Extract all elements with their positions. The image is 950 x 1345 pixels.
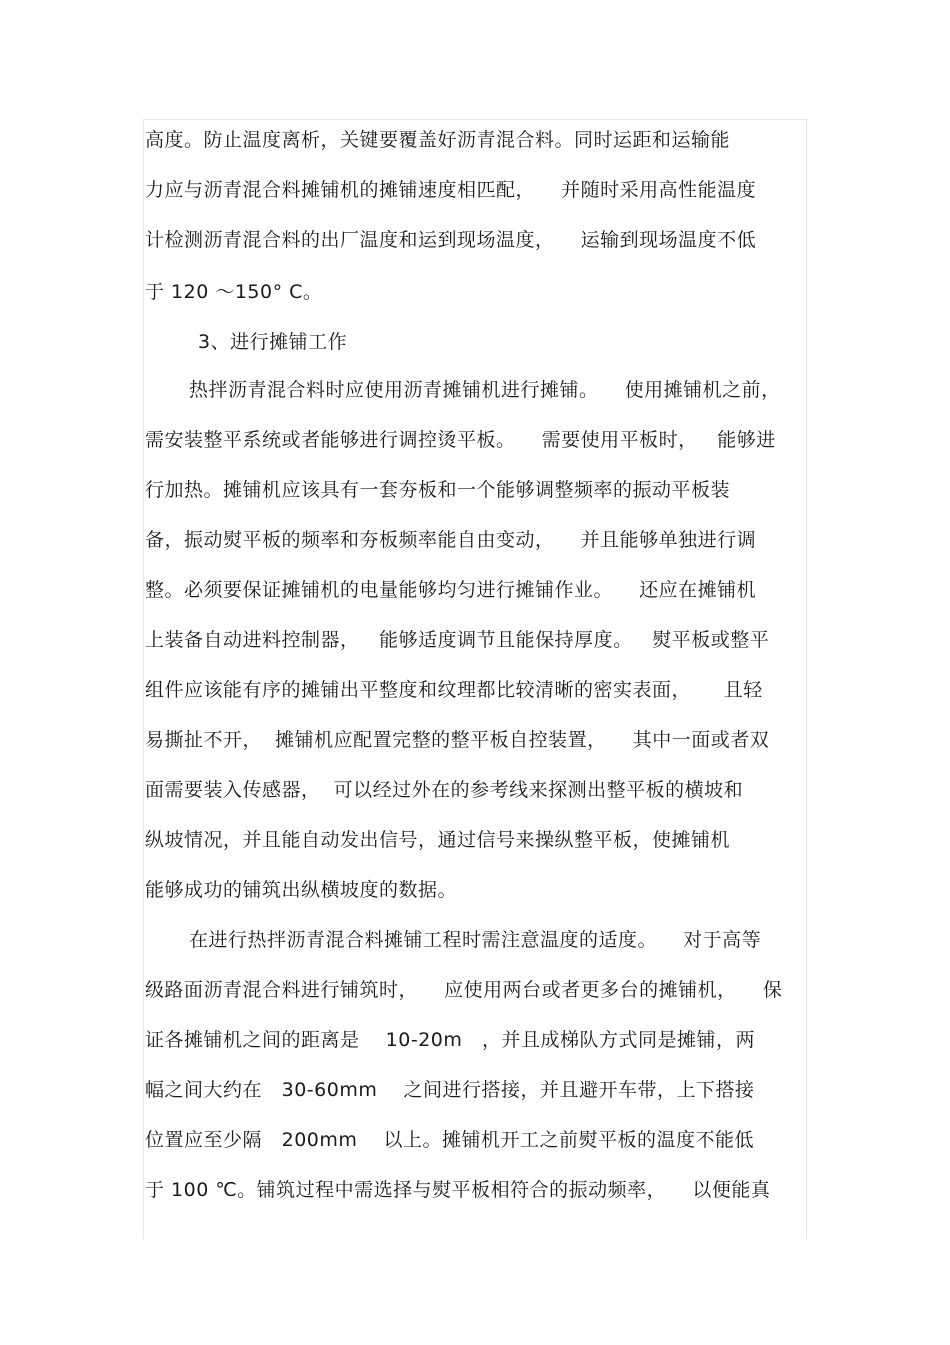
text-line: 于 120 ～150° C。: [145, 281, 323, 303]
paragraph-start-line: 热拌沥青混合料时应使用沥青摊铺机进行摊铺。 使用摊铺机之前，: [189, 379, 781, 401]
text-line: 能够成功的铺筑出纵横坡度的数据。: [145, 879, 458, 901]
text-line: 需安装整平系统或者能够进行调控烫平板。 需要使用平板时， 能够进: [145, 429, 776, 451]
text-line: 高度。防止温度离析，关键要覆盖好沥青混合料。同时运距和运输能: [145, 129, 731, 151]
text-line: 整。必须要保证摊铺机的电量能够均匀进行摊铺作业。 还应在摊铺机: [145, 579, 757, 601]
text-line: 级路面沥青混合料进行铺筑时， 应使用两台或者更多台的摊铺机， 保: [145, 979, 783, 1001]
text-line: 于 100 ℃。铺筑过程中需选择与熨平板相符合的振动频率， 以便能真: [145, 1179, 771, 1201]
text-line: 证各摊铺机之间的距离是 10-20m ，并且成梯队方式同是摊铺，两: [145, 1029, 755, 1051]
text-line: 上装备自动进料控制器， 能够适度调节且能保持厚度。 熨平板或整平: [145, 629, 770, 651]
text-line: 组件应该能有序的摊铺出平整度和纹理都比较清晰的密实表面， 且轻: [145, 679, 763, 701]
text-line: 纵坡情况，并且能自动发出信号，通过信号来操纵整平板，使摊铺机: [145, 829, 731, 851]
text-line: 位置应至少隔 200mm 以上。摊铺机开工之前熨平板的温度不能低: [145, 1129, 755, 1151]
text-line: 幅之间大约在 30-60mm 之间进行搭接，并且避开车带，上下搭接: [145, 1079, 755, 1101]
section-heading: 3、进行摊铺工作: [198, 331, 348, 353]
text-line: 力应与沥青混合料摊铺机的摊铺速度相匹配， 并随时采用高性能温度: [145, 179, 757, 201]
text-line: 计检测沥青混合料的出厂温度和运到现场温度， 运输到现场温度不低: [145, 229, 757, 251]
text-line: 易撕扯不开， 摊铺机应配置完整的整平板自控装置， 其中一面或者双: [145, 729, 770, 751]
text-line: 行加热。摊铺机应该具有一套夯板和一个能够调整频率的振动平板装: [145, 479, 731, 501]
text-line: 面需要装入传感器， 可以经过外在的参考线来探测出整平板的横坡和: [145, 779, 744, 801]
paragraph-start-line: 在进行热拌沥青混合料摊铺工程时需注意温度的适度。 对于高等: [189, 929, 762, 951]
text-line: 备，振动熨平板的频率和夯板频率能自由变动， 并且能够单独进行调: [145, 529, 757, 551]
